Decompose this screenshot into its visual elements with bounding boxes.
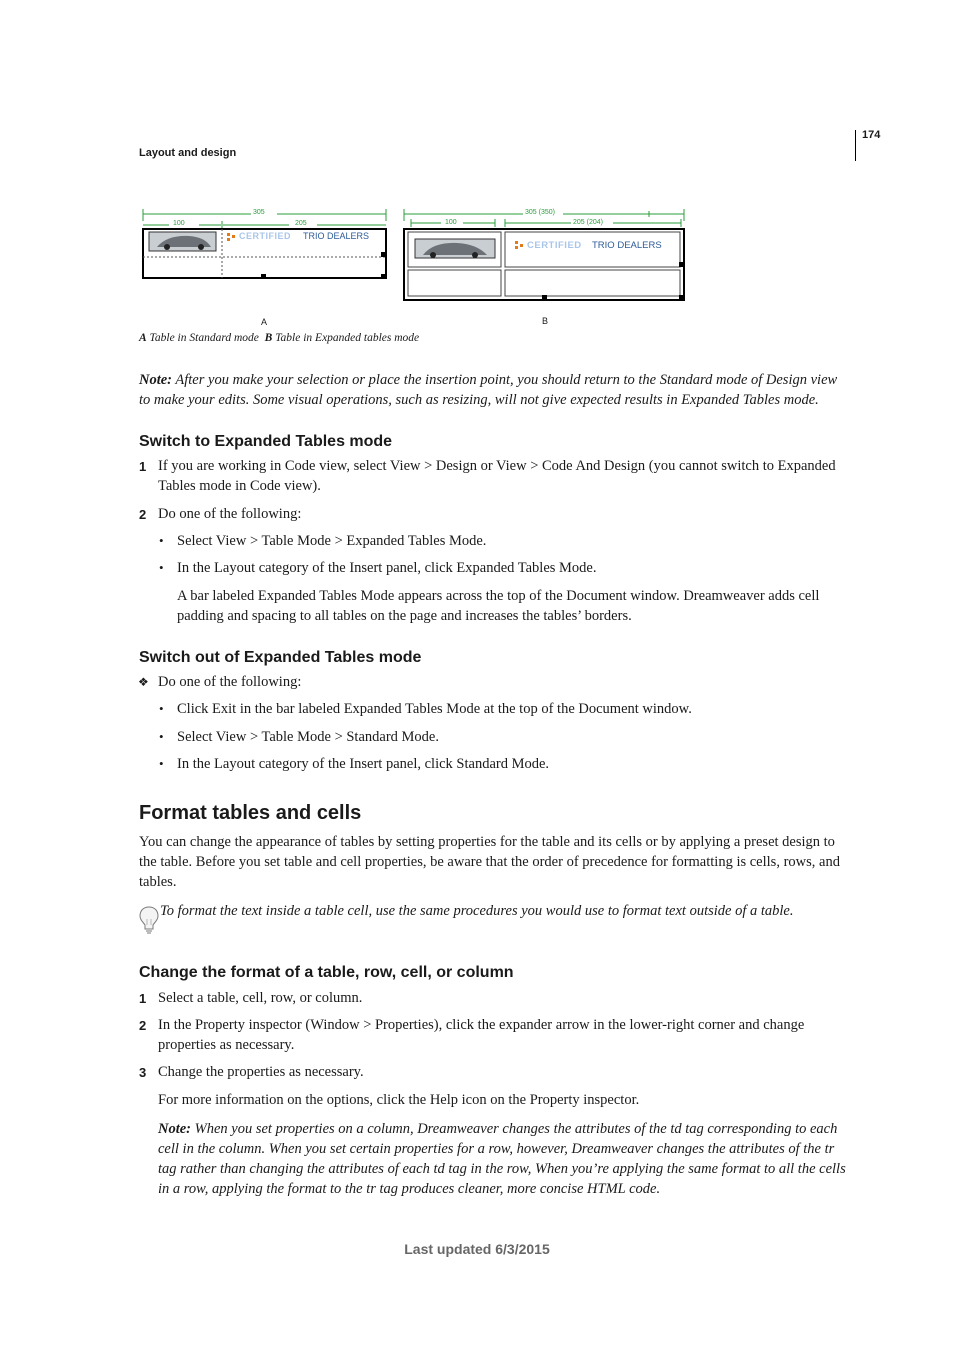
step-number: 2 [139, 1018, 147, 1033]
figure-b [401, 207, 689, 303]
step-number: 1 [139, 991, 147, 1006]
figure-a-label: A [261, 317, 268, 327]
caption-a-text: Table in Standard mode [149, 332, 259, 344]
bullet-text: Click Exit in the bar labeled Expanded Tables Mode at the top of the Document window. [177, 701, 692, 717]
heading-switch-to-expanded: Switch to Expanded Tables mode [139, 433, 393, 450]
note-text: After you make your selection or place the insertion point, you should return to the Standard mode of Design view to make your edits. Some visual operations, such as resizing, will not give expected results in Expanded Tables mode. [139, 372, 838, 408]
bullet-text: Select View > Table Mode > Standard Mode. [177, 729, 439, 745]
figure-a-col1-width: 100 [173, 220, 185, 227]
note-paragraph [139, 370, 851, 410]
caption-b-text: Table in Expanded tables mode [275, 332, 420, 344]
heading-switch-out: Switch out of Expanded Tables mode [139, 649, 422, 666]
step-text: Change the properties as necessary. [158, 1064, 364, 1080]
bullet-marker: • [159, 756, 164, 771]
step-text: In the Property inspector (Window > Properties), click the expander arrow in the lower-right corner and change properties as necessary. [158, 1017, 805, 1053]
note-label: Note: [158, 1121, 192, 1137]
heading-format-tables: Format tables and cells [139, 802, 362, 824]
tip-text: To format the text inside a table cell, use the same procedures you would use to format text outside of a table. [160, 903, 794, 919]
heading-change-format: Change the format of a table, row, cell, or column [139, 964, 514, 981]
figure-b-logo-certified: CERTIFIED [527, 240, 582, 251]
figure-a-logo-trio: TRIO DEALERS [303, 231, 370, 241]
figure-a-col2-width: 205 [295, 220, 307, 227]
caption-b-letter: B [264, 332, 273, 344]
figure-b-total-width: 305 (350) [525, 209, 555, 216]
page-number: 174 [862, 129, 881, 141]
figure-b-col1-width: 100 [445, 219, 457, 226]
page-number-rule [855, 130, 856, 161]
bullet-marker: • [159, 533, 164, 548]
step-number: 2 [139, 507, 147, 522]
single-step-marker: ❖ [138, 675, 149, 689]
step-text: Select a table, cell, row, or column. [158, 990, 363, 1006]
note-text: When you set properties on a column, Dreamweaver changes the attributes of the td tag corresponding to each cell in the column. When you set certain properties for a row, however, Dreamweaver changes the attributes of the tr tag rather than changing the attributes of each td tag in the row, When you’re applying the same format to all the cells in a row, applying the format to the tr tag produces cleaner, more concise HTML code. [158, 1121, 846, 1197]
footer-last-updated: Last updated 6/3/2015 [404, 1241, 550, 1257]
running-head: Layout and design [139, 147, 237, 159]
intro-paragraph: You can change the appearance of tables by setting properties for the table and its cells or by applying a preset design to the table. Before you set table and cell properties, be aware that the order of precedence for formatting is cells, rows, and tables. [139, 834, 840, 890]
lightbulb-icon [139, 905, 159, 935]
figure-b-label: B [542, 316, 549, 326]
figure-b-col2-width: 205 (204) [573, 219, 603, 226]
more-info-text: For more information on the options, click the Help icon on the Property inspector. [158, 1092, 640, 1108]
bullet-text: In the Layout category of the Insert panel, click Expanded Tables Mode. [177, 560, 597, 576]
figure-a-graphic [139, 207, 389, 282]
note-label: Note: [139, 372, 173, 388]
bullet-marker: • [159, 729, 164, 744]
figure-caption [139, 332, 419, 344]
bullet-marker: • [159, 560, 164, 575]
figure-a [139, 207, 389, 282]
bullet-marker: • [159, 701, 164, 716]
step-number: 1 [139, 459, 147, 474]
step-text: If you are working in Code view, select View > Design or View > Code And Design (you cannot switch to Expanded Tables mode in Code view). [158, 458, 836, 494]
step-text: Do one of the following: [158, 674, 302, 690]
figure-b-logo-trio: TRIO DEALERS [592, 240, 662, 251]
result-paragraph: A bar labeled Expanded Tables Mode appears across the top of the Document window. Dreamweaver adds cell padding and spacing to all tables on the page and increases the tables’ borders. [177, 588, 820, 624]
figure-a-logo-certified: CERTIFIED [239, 231, 292, 241]
step-text: Do one of the following: [158, 506, 302, 522]
bullet-text: In the Layout category of the Insert panel, click Standard Mode. [177, 756, 550, 772]
figure-a-total-width: 305 [253, 209, 265, 216]
step-number: 3 [139, 1065, 147, 1080]
bullet-text: Select View > Table Mode > Expanded Tables Mode. [177, 533, 487, 549]
note-paragraph-2 [158, 1119, 852, 1199]
caption-a-letter: A [139, 332, 147, 344]
